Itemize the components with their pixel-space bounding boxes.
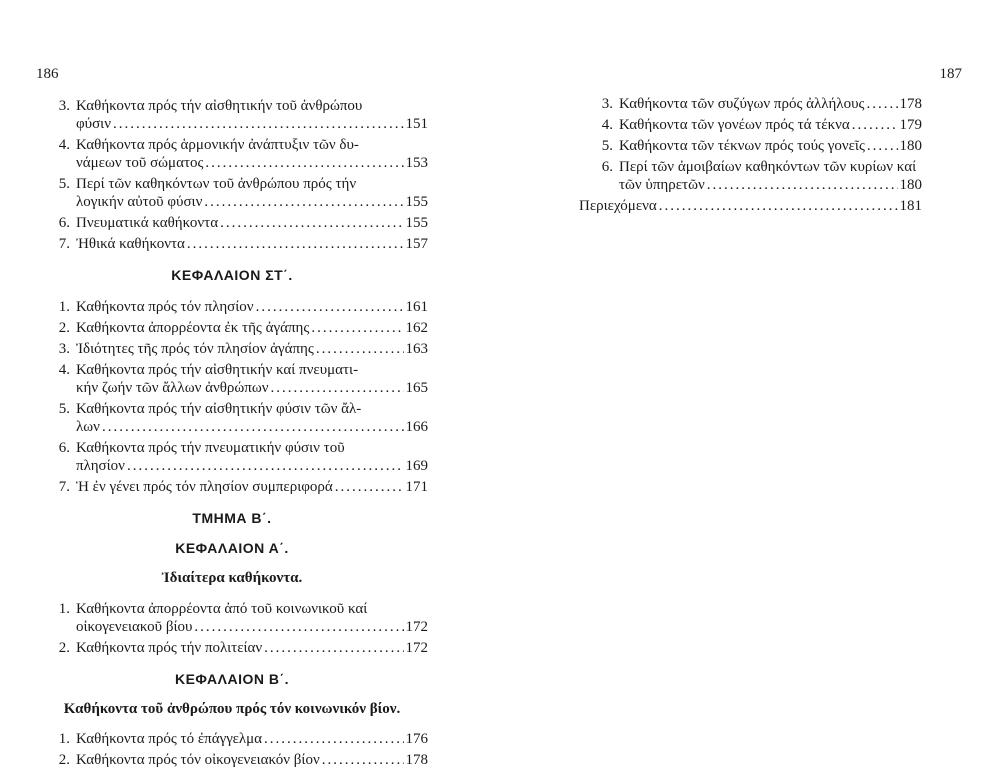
entry-page-number: 161 xyxy=(405,299,428,315)
entry-number: 1. xyxy=(58,299,70,315)
entry-page-number: 172 xyxy=(405,619,428,635)
entry-title: λων xyxy=(76,419,100,435)
leader-dots xyxy=(194,618,403,636)
leader-dots xyxy=(264,639,403,657)
entry-page-number: 162 xyxy=(405,320,428,336)
entry-title: φύσιν xyxy=(76,116,111,132)
chapter-heading: ΚΕΦΑΛΑΙΟΝ ΣΤ΄. xyxy=(171,267,293,283)
entry-page-number: 181 xyxy=(899,198,922,214)
entry-title: οἰκογενειακοῦ βίου xyxy=(76,619,193,635)
entry-title: Ἠθικά καθήκοντα xyxy=(76,236,185,252)
toc-entry xyxy=(36,478,428,496)
entry-page-number: 166 xyxy=(405,419,428,435)
toc-entry xyxy=(36,235,428,253)
leader-dots xyxy=(127,457,404,475)
leader-dots xyxy=(852,116,898,134)
leader-dots xyxy=(311,319,403,337)
leader-dots xyxy=(322,751,404,769)
toc-entry xyxy=(36,340,428,358)
entry-title: Ἰδιότητες τῆς πρός τόν πλησίον ἀγάπης xyxy=(76,341,314,357)
toc-entry xyxy=(579,158,922,194)
toc-entry xyxy=(36,751,428,769)
entry-title-line: Περί τῶν ἀμοιβαίων καθηκόντων τῶν κυρίων καί xyxy=(619,159,917,175)
toc-entry xyxy=(36,361,428,397)
entry-number: 2. xyxy=(58,640,70,656)
left-page xyxy=(0,0,500,768)
entry-number: 4. xyxy=(58,362,70,378)
leader-dots xyxy=(264,730,403,748)
page-number: 187 xyxy=(939,66,962,82)
toc-entry xyxy=(36,319,428,337)
entry-page-number: 180 xyxy=(899,138,922,154)
entry-title: Καθήκοντα τῶν συζύγων πρός ἀλλήλους xyxy=(619,96,865,112)
entry-title-line: Καθήκοντα ἀπορρέοντα ἀπό τοῦ κοινωνικοῦ καί xyxy=(76,601,368,617)
toc-entry xyxy=(36,639,428,657)
toc-block xyxy=(36,97,428,253)
entry-title: νάμεων τοῦ σώματος xyxy=(76,155,204,171)
leader-dots xyxy=(335,478,404,496)
entry-page-number: 172 xyxy=(405,640,428,656)
entry-number: 3. xyxy=(58,98,70,114)
entry-title: Καθήκοντα πρός τό ἐπάγγελμα xyxy=(76,731,263,747)
entry-number: 5. xyxy=(601,138,613,154)
entry-title: Πνευματικά καθήκοντα xyxy=(76,215,219,231)
toc-entry xyxy=(36,439,428,475)
entry-number: 6. xyxy=(58,215,70,231)
entry-title: πλησίον xyxy=(76,458,125,474)
toc-entry xyxy=(36,97,428,133)
chapter-heading: ΚΕΦΑΛΑΙΟΝ Β΄. xyxy=(174,671,290,687)
entry-page-number: 151 xyxy=(405,116,428,132)
entry-number: 5. xyxy=(58,176,70,192)
toc-entry xyxy=(579,116,922,134)
entry-page-number: 163 xyxy=(405,341,428,357)
entry-title: Περιεχόμενα xyxy=(579,198,657,214)
entry-title: τῶν ὑπηρετῶν xyxy=(619,177,705,193)
chapter-heading: ΚΕΦΑΛΑΙΟΝ Α΄. xyxy=(175,540,289,556)
chapter-subtitle: Καθήκοντα τοῦ ἀνθρώπου πρός τόν κοινωνικόν βίον. xyxy=(63,701,401,717)
entry-page-number: 178 xyxy=(405,752,428,768)
entry-title: Καθήκοντα τῶν τέκνων πρός τούς γονεῖς xyxy=(619,138,865,154)
entry-title: Καθήκοντα τῶν γονέων πρός τά τέκνα xyxy=(619,117,850,133)
entry-title: Ἡ ἐν γένει πρός τόν πλησίον συμπεριφορά xyxy=(76,479,333,495)
entry-page-number: 178 xyxy=(899,96,922,112)
leader-dots xyxy=(204,193,403,211)
toc-entry xyxy=(36,400,428,436)
entry-page-number: 153 xyxy=(405,155,428,171)
entry-title: Καθήκοντα ἀπορρέοντα ἐκ τῆς ἀγάπης xyxy=(76,320,310,336)
entry-title-line: Καθήκοντα πρός τήν πνευματικήν φύσιν τοῦ xyxy=(76,440,345,456)
entry-number: 2. xyxy=(58,752,70,768)
entry-title: Καθήκοντα πρός τόν πλησίον xyxy=(76,299,254,315)
leader-dots xyxy=(866,95,897,113)
leader-dots xyxy=(271,379,404,397)
right-page xyxy=(500,0,1000,751)
entry-number: 4. xyxy=(58,137,70,153)
toc-block xyxy=(36,730,428,769)
entry-page-number: 155 xyxy=(405,194,428,210)
toc-entry xyxy=(36,214,428,232)
leader-dots xyxy=(113,115,404,133)
entry-title-line: Καθήκοντα πρός ἁρμονικήν ἀνάπτυξιν τῶν δυ- xyxy=(76,137,359,153)
entry-page-number: 171 xyxy=(405,479,428,495)
entry-number: 1. xyxy=(58,601,70,617)
leader-dots xyxy=(256,298,404,316)
entry-title-line: Καθήκοντα πρός τήν αἰσθητικήν καί πνευματι- xyxy=(76,362,359,378)
leader-dots xyxy=(205,154,403,172)
leader-dots xyxy=(707,176,898,194)
entry-number: 7. xyxy=(58,479,70,495)
leader-dots xyxy=(220,214,403,232)
entry-title: Καθήκοντα πρός τήν πολιτείαν xyxy=(76,640,263,656)
entry-number: 3. xyxy=(58,341,70,357)
toc-entry xyxy=(36,175,428,211)
entry-page-number: 157 xyxy=(405,236,428,252)
entry-title-line: Καθήκοντα πρός τήν αἰσθητικήν φύσιν τῶν ἄλ- xyxy=(76,401,362,417)
toc-block xyxy=(36,298,428,496)
entry-number: 3. xyxy=(601,96,613,112)
entry-page-number: 165 xyxy=(405,380,428,396)
section-heading: ΤΜΗΜΑ Β΄. xyxy=(192,510,272,526)
toc-entry xyxy=(579,95,922,113)
entry-number: 4. xyxy=(601,117,613,133)
table-of-contents xyxy=(579,95,922,218)
toc-entry xyxy=(36,730,428,748)
entry-page-number: 179 xyxy=(899,117,922,133)
leader-dots xyxy=(187,235,404,253)
page-number: 186 xyxy=(36,66,59,82)
entry-page-number: 155 xyxy=(405,215,428,231)
chapter-subtitle: Ἰδιαίτερα καθήκοντα. xyxy=(161,570,303,586)
toc-entry xyxy=(36,136,428,172)
table-of-contents xyxy=(36,97,428,772)
entry-title: κήν ζωήν τῶν ἄλλων ἀνθρώπων xyxy=(76,380,269,396)
entry-page-number: 180 xyxy=(899,177,922,193)
entry-number: 2. xyxy=(58,320,70,336)
toc-entry xyxy=(36,298,428,316)
toc-entry xyxy=(579,197,922,215)
entry-title: Καθήκοντα πρός τόν οἰκογενειακόν βίον xyxy=(76,752,320,768)
entry-number: 6. xyxy=(601,159,613,175)
leader-dots xyxy=(659,197,898,215)
entry-number: 5. xyxy=(58,401,70,417)
toc-block xyxy=(36,600,428,657)
entry-title: λογικήν αὐτοῦ φύσιν xyxy=(76,194,203,210)
toc-entry xyxy=(36,600,428,636)
toc-block xyxy=(579,95,922,215)
entry-page-number: 169 xyxy=(405,458,428,474)
leader-dots xyxy=(867,137,898,155)
entry-number: 6. xyxy=(58,440,70,456)
leader-dots xyxy=(102,418,404,436)
entry-number: 7. xyxy=(58,236,70,252)
leader-dots xyxy=(316,340,404,358)
entry-title-line: Περί τῶν καθηκόντων τοῦ ἀνθρώπου πρός τήν xyxy=(76,176,357,192)
entry-title-line: Καθήκοντα πρός τήν αἰσθητικήν τοῦ ἀνθρώπου xyxy=(76,98,363,114)
toc-entry xyxy=(579,137,922,155)
entry-number: 1. xyxy=(58,731,70,747)
entry-page-number: 176 xyxy=(405,731,428,747)
